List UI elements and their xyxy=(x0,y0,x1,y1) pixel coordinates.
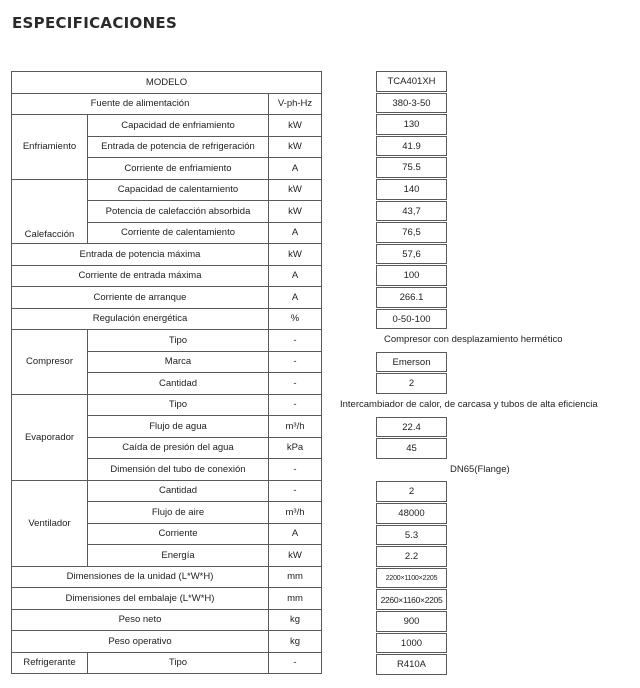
unit-vent-cantidad: - xyxy=(269,480,322,502)
table-row xyxy=(12,244,322,266)
unit-dim-unidad: mm xyxy=(269,566,322,588)
unit-evap-flujo: m³/h xyxy=(269,416,322,438)
table-row xyxy=(12,652,322,674)
unit-arranque: A xyxy=(269,287,322,309)
table-row xyxy=(12,265,322,287)
table-row xyxy=(12,588,322,610)
value-peso-operativo: 1000 xyxy=(376,633,447,654)
group-refrigerante: Refrigerante xyxy=(12,652,88,674)
label-comp-marca: Marca xyxy=(88,351,269,373)
value-entrada-refrig: 41.9 xyxy=(376,136,447,157)
unit-peso-neto: kg xyxy=(269,609,322,631)
group-calefaccion: Calefacción xyxy=(12,179,88,244)
label-refrig-tipo: Tipo xyxy=(88,652,269,674)
group-evaporador: Evaporador xyxy=(12,394,88,480)
label-entrada-refrig: Entrada de potencia de refrigeración xyxy=(88,136,269,158)
header-modelo: MODELO xyxy=(12,72,322,94)
unit-vent-flujo: m³/h xyxy=(269,502,322,524)
table-row xyxy=(12,480,322,502)
group-enfriamiento: Enfriamiento xyxy=(12,115,88,180)
label-comp-cantidad: Cantidad xyxy=(88,373,269,395)
label-potencia-calef: Potencia de calefacción absorbida xyxy=(88,201,269,223)
value-comp-marca: Emerson xyxy=(376,352,447,373)
table-row xyxy=(12,394,322,416)
label-arranque: Corriente de arranque xyxy=(12,287,269,309)
table-row xyxy=(12,330,322,352)
value-vent-energia: 2.2 xyxy=(376,546,447,567)
label-peso-operativo: Peso operativo xyxy=(12,631,269,653)
unit-comp-marca: - xyxy=(269,351,322,373)
value-dim-unidad: 2200×1100×2205 xyxy=(376,568,447,589)
unit-vent-corriente: A xyxy=(269,523,322,545)
label-corr-calentamiento: Corriente de calentamiento xyxy=(88,222,269,244)
unit-entrada-max: kW xyxy=(269,244,322,266)
value-potencia-calef: 43,7 xyxy=(376,201,447,222)
unit-potencia-calef: kW xyxy=(269,201,322,223)
value-peso-neto: 900 xyxy=(376,611,447,632)
label-vent-flujo: Flujo de aire xyxy=(88,502,269,524)
value-evap-tipo: Intercambiador de calor, de carcasa y tubos de alta eficiencia xyxy=(340,399,598,410)
value-evap-caida: 45 xyxy=(376,438,447,459)
label-evap-caida: Caída de presión del agua xyxy=(88,437,269,459)
table-row xyxy=(12,72,322,94)
table-row xyxy=(12,566,322,588)
table-row xyxy=(12,287,322,309)
label-fuente: Fuente de alimentación xyxy=(12,93,269,115)
label-vent-cantidad: Cantidad xyxy=(88,480,269,502)
label-cap-enfriamiento: Capacidad de enfriamiento xyxy=(88,115,269,137)
value-regulacion: 0-50-100 xyxy=(376,309,447,330)
value-vent-corriente: 5.3 xyxy=(376,525,447,546)
unit-evap-tipo: - xyxy=(269,394,322,416)
unit-corr-calentamiento: A xyxy=(269,222,322,244)
unit-entrada-refrig: kW xyxy=(269,136,322,158)
label-evap-tipo: Tipo xyxy=(88,394,269,416)
table-row xyxy=(12,115,322,137)
unit-cap-enfriamiento: kW xyxy=(269,115,322,137)
value-corr-enfriamiento: 75.5 xyxy=(376,157,447,178)
unit-corriente-max: A xyxy=(269,265,322,287)
value-modelo: TCA401XH xyxy=(376,71,447,92)
label-dim-embalaje: Dimensiones del embalaje (L*W*H) xyxy=(12,588,269,610)
unit-comp-cantidad: - xyxy=(269,373,322,395)
label-evap-tubo: Dimensión del tubo de conexión xyxy=(88,459,269,481)
value-comp-tipo: Compresor con desplazamiento hermético xyxy=(384,334,563,346)
label-corr-enfriamiento: Corriente de enfriamiento xyxy=(88,158,269,180)
value-evap-flujo: 22.4 xyxy=(376,417,447,438)
value-evap-tubo: DN65(Flange) xyxy=(450,463,510,475)
value-cap-calentamiento: 140 xyxy=(376,179,447,200)
unit-cap-calentamiento: kW xyxy=(269,179,322,201)
unit-corr-enfriamiento: A xyxy=(269,158,322,180)
value-corr-calentamiento: 76,5 xyxy=(376,222,447,243)
label-vent-corriente: Corriente xyxy=(88,523,269,545)
label-corriente-max: Corriente de entrada máxima xyxy=(12,265,269,287)
unit-refrig-tipo: - xyxy=(269,652,322,674)
value-dim-embalaje: 2260×1160×2205 xyxy=(376,589,447,610)
value-vent-cantidad: 2 xyxy=(376,481,447,502)
value-entrada-max: 57,6 xyxy=(376,244,447,265)
group-compresor: Compresor xyxy=(12,330,88,395)
table-row xyxy=(12,179,322,201)
unit-comp-tipo: - xyxy=(269,330,322,352)
unit-evap-tubo: - xyxy=(269,459,322,481)
value-corriente-max: 100 xyxy=(376,265,447,286)
unit-vent-energia: kW xyxy=(269,545,322,567)
label-evap-flujo: Flujo de agua xyxy=(88,416,269,438)
unit-peso-operativo: kg xyxy=(269,631,322,653)
value-cap-enfriamiento: 130 xyxy=(376,114,447,135)
unit-dim-embalaje: mm xyxy=(269,588,322,610)
group-ventilador: Ventilador xyxy=(12,480,88,566)
unit-fuente: V-ph-Hz xyxy=(269,93,322,115)
value-comp-cantidad: 2 xyxy=(376,373,447,394)
label-vent-energia: Energía xyxy=(88,545,269,567)
unit-evap-caida: kPa xyxy=(269,437,322,459)
page-title: ESPECIFICACIONES xyxy=(12,14,178,32)
label-entrada-max: Entrada de potencia máxima xyxy=(12,244,269,266)
label-peso-neto: Peso neto xyxy=(12,609,269,631)
table-row xyxy=(12,308,322,330)
unit-regulacion: % xyxy=(269,308,322,330)
label-cap-calentamiento: Capacidad de calentamiento xyxy=(88,179,269,201)
table-row xyxy=(12,93,322,115)
table-row xyxy=(12,609,322,631)
spec-table xyxy=(11,71,322,674)
value-refrig-tipo: R410A xyxy=(376,654,447,675)
value-arranque: 266.1 xyxy=(376,287,447,308)
label-comp-tipo: Tipo xyxy=(88,330,269,352)
label-regulacion: Regulación energética xyxy=(12,308,269,330)
value-fuente: 380-3-50 xyxy=(376,93,447,114)
label-dim-unidad: Dimensiones de la unidad (L*W*H) xyxy=(12,566,269,588)
table-row xyxy=(12,631,322,653)
value-vent-flujo: 48000 xyxy=(376,503,447,524)
